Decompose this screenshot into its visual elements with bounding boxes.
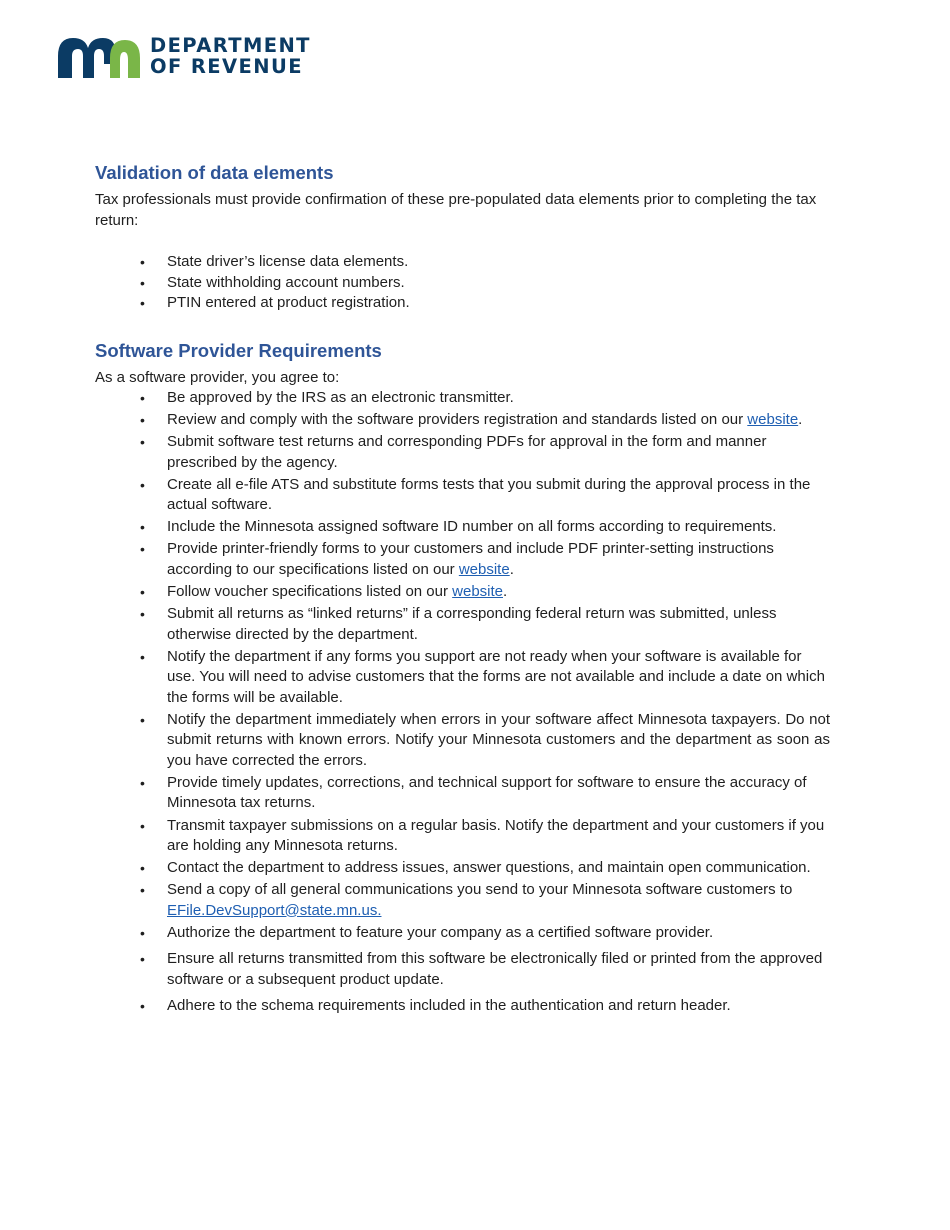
list-item: • Adhere to the schema requirements included in the authentication and return header. xyxy=(95,996,830,1017)
item-text-end: . xyxy=(798,411,803,429)
section-intro-software-provider: As a software provider, you agree to: xyxy=(95,368,340,386)
email-link[interactable]: EFile.DevSupport@state.mn.us. xyxy=(167,901,382,919)
list-item: • State withholding account numbers. xyxy=(95,273,830,294)
mn-logo-icon xyxy=(58,34,142,78)
list-item xyxy=(95,410,830,431)
item-text: Review and comply with the software providers registration and standards listed on our xyxy=(167,411,748,429)
requirements-list xyxy=(95,388,830,1017)
item-text: Send a copy of all general communications you send to your Minnesota software customers to xyxy=(167,881,793,899)
list-item: • Contact the department to address issues, answer questions, and maintain open communication. xyxy=(95,858,830,879)
section-title-validation: Validation of data elements xyxy=(95,162,334,183)
list-item: • Transmit taxpayer submissions on a regular basis. Notify the department and your customers if you are holding any Minnesota returns. xyxy=(95,816,830,857)
list-item: • Ensure all returns transmitted from this software be electronically filed or printed from the approved software or a subsequent product update. xyxy=(95,949,830,990)
website-link[interactable]: website xyxy=(452,583,503,601)
list-item: • State driver’s license data elements. xyxy=(95,252,830,273)
list-item: • Create all e-file ATS and substitute forms tests that you submit during the approval process in the actual software. xyxy=(95,475,830,516)
item-text: Follow voucher specifications listed on our xyxy=(167,583,453,601)
list-item: • Be approved by the IRS as an electronic transmitter. xyxy=(95,388,830,409)
list-item: • Authorize the department to feature your company as a certified software provider. xyxy=(95,923,830,944)
list-item: • Notify the department immediately when errors in your software affect Minnesota taxpayers. Do not submit returns with known errors. Notify your Minnesota customers and the department as soon as you have corrected the errors. xyxy=(95,710,830,772)
list-item: • Provide timely updates, corrections, and technical support for software to ensure the accuracy of Minnesota tax returns. xyxy=(95,773,830,814)
website-link[interactable]: website xyxy=(458,560,510,578)
item-text: Provide printer-friendly forms to your customers and include PDF printer-setting instructions according to our specifications listed on our xyxy=(167,540,774,578)
list-item xyxy=(95,880,830,921)
logo-text-line1: DEPARTMENT xyxy=(150,34,311,57)
item-text-end: . xyxy=(503,583,508,601)
list-item: • Submit all returns as “linked returns” if a corresponding federal return was submitted, unless otherwise directed by the department. xyxy=(95,604,830,645)
section-intro-validation: Tax professionals must provide confirmation of these pre-populated data elements prior to completing the tax return: xyxy=(95,191,817,229)
logo-text-line2: OF REVENUE xyxy=(150,55,303,78)
department-of-revenue-logo xyxy=(58,33,311,79)
item-text-end: . xyxy=(509,560,514,578)
document-body xyxy=(95,161,830,1018)
website-link[interactable]: website xyxy=(747,411,799,429)
list-item: • PTIN entered at product registration. xyxy=(95,293,830,314)
list-item xyxy=(95,539,830,580)
list-item: • Notify the department if any forms you support are not ready when your software is available for use. You will need to advise customers that the forms are not available and include a date on which the forms will be available. xyxy=(95,647,830,709)
list-item: • Submit software test returns and corresponding PDFs for approval in the form and manner prescribed by the agency. xyxy=(95,432,830,473)
validation-list xyxy=(95,252,830,314)
list-item xyxy=(95,582,830,603)
section-title-software-provider: Software Provider Requirements xyxy=(95,339,382,361)
list-item: • Include the Minnesota assigned software ID number on all forms according to requirements. xyxy=(95,517,830,538)
